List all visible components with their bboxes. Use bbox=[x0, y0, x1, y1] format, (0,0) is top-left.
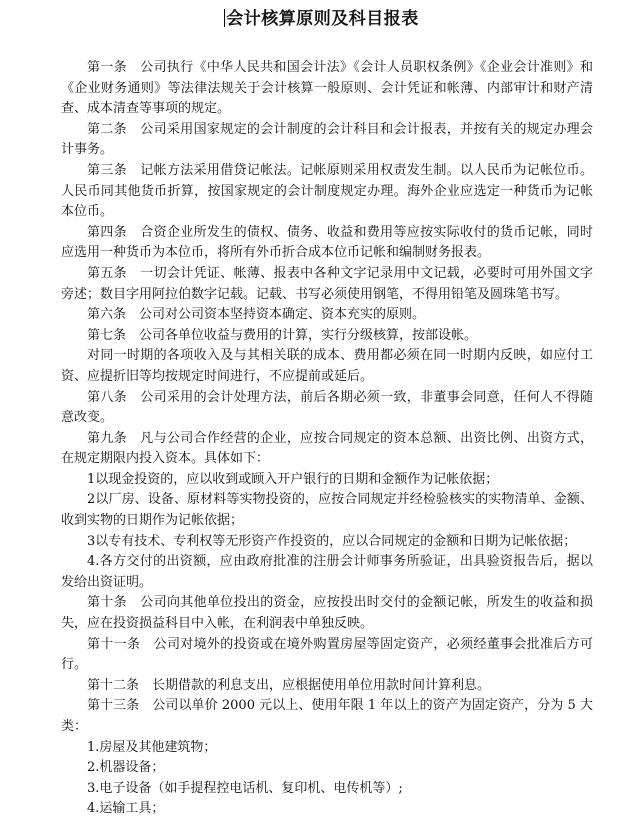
document-title-row bbox=[0, 6, 643, 32]
document-body bbox=[61, 58, 593, 820]
article-7: 第七条 公司各单位收益与费用的计算，实行分级核算，按部设帐。 bbox=[87, 327, 478, 343]
article-13: 第十三条 公司以单价 2000 元以上、使用年限 1 年以上的资产为固定资产，分为 5 大类： bbox=[61, 698, 593, 734]
article-9-item-3: 3以专有技术、专利权等无形资产作投资的，应以合同规定的金额和日期为记帐依据； bbox=[87, 533, 577, 549]
article-3: 第三条 记帐方法采用借贷记帐法。记帐原则采用权责发生制。以人民币为记帐位币。人民币同其他货币折算，按国家规定的会计制度规定办理。海外企业应选定一种货币为记帐本位币。 bbox=[61, 162, 593, 220]
article-13-item-4: 4.运输工具； bbox=[87, 801, 165, 817]
article-4: 第四条 合资企业所发生的债权、债务、收益和费用等应按实际收付的货币记帐，同时应选用一种货币为本位币，将所有外币折合成本位币记帐和编制财务报表。 bbox=[61, 224, 593, 261]
article-13-item-3: 3.电子设备（如手提程控电话机、复印机、电传机等）; bbox=[87, 780, 403, 796]
article-12: 第十二条 长期借款的利息支出，应根据使用单位用款时间计算利息。 bbox=[87, 677, 491, 693]
article-1: 第一条 公司执行《中华人民共和国会计法》《会计人员职权条例》《企业会计准则》和《企业财务通则》等法律法规关于会计核算一般原则、会计凭证和帐薄、内部审计和财产清查、成本清查等事项的规定。 bbox=[61, 60, 593, 117]
article-13-item-1: 1.房屋及其他建筑物； bbox=[87, 739, 217, 755]
article-7-detail: 对同一时期的各项收入及与其相关联的成本、费用都必须在同一时期内反映，如应付工资、应提折旧等均按规定时间进行，不应提前或延后。 bbox=[61, 348, 593, 384]
article-5: 第五条 一切会计凭证、帐薄、报表中各种文字记录用中文记载，必要时可用外国文字旁述；数目字用阿拉伯数字记载。记载、书写必须使用钢笔，不得用铅笔及圆珠笔书写。 bbox=[61, 265, 593, 302]
article-9-item-4: 4.各方交付的出资额，应由政府批准的注册会计师事务所验证，出具验资报告后，据以发给出资证明。 bbox=[61, 554, 593, 590]
article-8: 第八条 公司采用的会计处理方法，前后各期必须一致，非董事会同意，任何人不得随意改变。 bbox=[61, 389, 593, 426]
article-2: 第二条 公司采用国家规定的会计制度的会计科目和会计报表，并按有关的规定办理会计事务。 bbox=[61, 121, 593, 158]
article-10: 第十条 公司向其他单位投出的资金，应按投出时交付的金额记帐，所发生的收益和损失，应在投资损益科目中入帐，在利润表中单独反映。 bbox=[61, 595, 593, 632]
article-9-item-2: 2以厂房、设备、原材料等实物投资的，应按合同规定并经检验核实的实物清单、金额、收到实物的日期作为记帐依据； bbox=[61, 492, 593, 529]
article-13-item-2: 2.机器设备； bbox=[87, 760, 165, 776]
article-11: 第十一条 公司对境外的投资或在境外购置房屋等固定资产，必须经董事会批准后方可行。 bbox=[61, 636, 593, 673]
article-6: 第六条 公司对公司资本坚持资本确定、资本充实的原则。 bbox=[87, 307, 426, 323]
article-9: 第九条 凡与公司合作经营的企业，应按合同规定的资本总额、出资比例、出资方式，在规定期限内投入资本。具体如下： bbox=[61, 430, 593, 467]
article-9-item-1: 1以现金投资的，应以收到或顾入开户银行的日期和金额作为记帐依据； bbox=[87, 471, 499, 487]
document-title: 会计核算原则及科目报表 bbox=[226, 9, 419, 29]
